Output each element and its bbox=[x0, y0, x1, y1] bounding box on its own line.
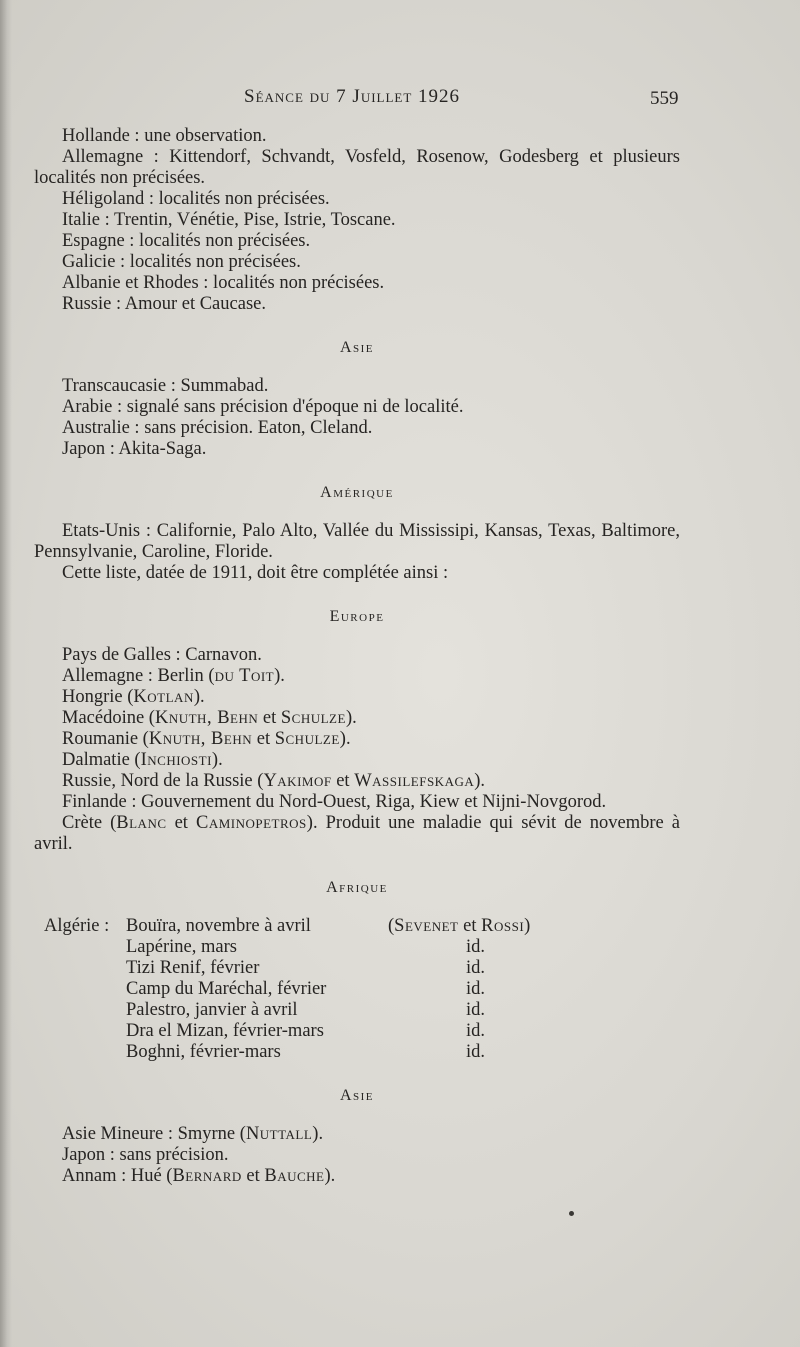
table-row bbox=[44, 1042, 656, 1063]
author-name: Inchiosti bbox=[140, 750, 212, 770]
page-body bbox=[34, 126, 680, 1187]
author-name: Schulze bbox=[280, 708, 346, 728]
author-name: Bauche bbox=[264, 1166, 325, 1186]
country-cell bbox=[44, 1042, 126, 1063]
entry-suffix: ). bbox=[274, 666, 285, 686]
ink-speck bbox=[569, 1211, 574, 1216]
list-item-galles: Pays de Galles : Carnavon. bbox=[62, 645, 262, 665]
list-item-finlande: Finlande : Gouvernement du Nord-Ouest, Riga, Kiew et Nijni-Novgorod. bbox=[62, 792, 607, 812]
entry-suffix: ). bbox=[339, 729, 351, 749]
country-cell bbox=[44, 1000, 126, 1021]
author-name: Yakimof bbox=[263, 771, 332, 791]
reference-cell: id. bbox=[466, 1042, 486, 1062]
place-cell: Palestro, janvier à avril bbox=[126, 1000, 298, 1020]
table-row bbox=[44, 958, 656, 979]
reference-cell: id. bbox=[466, 1021, 486, 1041]
entry-suffix: ). bbox=[211, 750, 223, 770]
place-cell: Dra el Mizan, février-mars bbox=[126, 1021, 324, 1041]
afrique-table bbox=[44, 916, 656, 1063]
list-note: Cette liste, datée de 1911, doit être complétée ainsi : bbox=[62, 563, 449, 583]
entry-and: et bbox=[166, 813, 196, 833]
reference-cell: id. bbox=[466, 958, 486, 978]
ref-close: ) bbox=[524, 916, 531, 936]
list-item-asie-mineure bbox=[34, 1124, 680, 1145]
entry-prefix: Annam : Hué ( bbox=[62, 1166, 173, 1186]
table-row bbox=[44, 979, 656, 1000]
table-row bbox=[44, 1021, 656, 1042]
country-cell: Algérie : bbox=[44, 916, 110, 936]
reference-cell: id. bbox=[466, 979, 486, 999]
list-item-hollande: Hollande : une observation. bbox=[62, 126, 267, 146]
list-item-roumanie bbox=[34, 729, 680, 750]
list-item-russie-nord bbox=[34, 771, 680, 792]
entry-suffix: ). bbox=[345, 708, 357, 728]
list-item-espagne: Espagne : localités non précisées. bbox=[62, 231, 311, 251]
list-item-dalmatie bbox=[34, 750, 680, 771]
list-item-allemagne-berlin bbox=[34, 666, 680, 687]
author-name: Wassilefskaga bbox=[354, 771, 475, 791]
list-item-albanie: Albanie et Rhodes : localités non précisées. bbox=[62, 273, 385, 293]
entry-prefix: Dalmatie ( bbox=[62, 750, 141, 770]
list-item-annam bbox=[34, 1166, 680, 1187]
list-item-australie: Australie : sans précision. Eaton, Cleland. bbox=[62, 418, 373, 438]
table-row bbox=[44, 937, 656, 958]
reference-cell: id. bbox=[466, 1000, 486, 1020]
entry-and: et bbox=[258, 708, 281, 728]
entry-and: et bbox=[331, 771, 355, 791]
country-cell bbox=[44, 1021, 126, 1042]
list-item-transcaucasie: Transcaucasie : Summabad. bbox=[62, 376, 269, 396]
section-heading-asie: Asie bbox=[339, 339, 375, 356]
section-heading-europe: Europe bbox=[329, 608, 385, 625]
entry-and: et bbox=[241, 1166, 265, 1186]
page-gutter-shadow bbox=[0, 0, 12, 1347]
list-item-galicie: Galicie : localités non précisées. bbox=[62, 252, 301, 272]
place-cell: Lapérine, mars bbox=[126, 937, 237, 957]
author-name: Schulze bbox=[274, 729, 340, 749]
section-heading-afrique: Afrique bbox=[326, 879, 388, 896]
author-name: Bernard bbox=[172, 1166, 242, 1186]
list-item-japon-2: Japon : sans précision. bbox=[62, 1145, 229, 1165]
entry-prefix: Asie Mineure : Smyrne ( bbox=[62, 1124, 246, 1144]
entry-and: et bbox=[458, 916, 482, 936]
place-cell: Camp du Maréchal, février bbox=[126, 979, 327, 999]
list-item-hongrie bbox=[34, 687, 680, 708]
entry-prefix: Allemagne : Berlin ( bbox=[62, 666, 215, 686]
author-name: Nuttall bbox=[245, 1124, 313, 1144]
ref-open: ( bbox=[388, 916, 395, 936]
entry-and: et bbox=[252, 729, 275, 749]
section-heading-asie-2: Asie bbox=[339, 1087, 375, 1104]
entry-prefix: Roumanie ( bbox=[62, 729, 149, 749]
section-heading-amerique: Amérique bbox=[320, 484, 394, 501]
author-name: Sevenet bbox=[394, 916, 459, 936]
place-cell: Boghni, février-mars bbox=[126, 1042, 281, 1062]
list-item-russie: Russie : Amour et Caucase. bbox=[62, 294, 266, 314]
entry-suffix: ). Produit une maladie qui sévit de novembre à avril. bbox=[34, 813, 680, 854]
entry-prefix: Hongrie ( bbox=[62, 687, 134, 707]
list-item-macedoine bbox=[34, 708, 680, 729]
table-row bbox=[44, 916, 656, 937]
entry-suffix: ). bbox=[324, 1166, 336, 1186]
list-item-japon: Japon : Akita-Saga. bbox=[62, 439, 207, 459]
country-cell bbox=[44, 958, 126, 979]
author-name: Kotlan bbox=[133, 687, 194, 707]
author-name: Knuth, Behn bbox=[154, 708, 259, 728]
list-item-etats-unis: Etats-Unis : Californie, Palo Alto, Vallée du Mississipi, Kansas, Texas, Baltimore, Pennsylvanie, Caroline, Floride. bbox=[34, 521, 680, 562]
running-title: Séance du 7 Juillet 1926 bbox=[244, 86, 461, 107]
entry-prefix: Russie, Nord de la Russie ( bbox=[62, 771, 264, 791]
country-cell bbox=[44, 937, 126, 958]
reference-cell bbox=[388, 916, 656, 937]
reference-cell: id. bbox=[466, 937, 486, 957]
author-name: Rossi bbox=[481, 916, 525, 936]
page-number: 559 bbox=[650, 88, 679, 109]
place-cell: Tizi Renif, février bbox=[126, 958, 260, 978]
list-item-crete bbox=[34, 813, 680, 855]
page-header bbox=[0, 86, 800, 114]
entry-suffix: ). bbox=[474, 771, 486, 791]
country-cell bbox=[44, 979, 126, 1000]
table-row bbox=[44, 1000, 656, 1021]
list-item-arabie: Arabie : signalé sans précision d'époque ni de localité. bbox=[62, 397, 464, 417]
author-name: du Toit bbox=[214, 666, 275, 686]
entry-suffix: ). bbox=[312, 1124, 324, 1144]
author-name: Caminopetros bbox=[195, 813, 307, 833]
entry-prefix: Macédoine ( bbox=[62, 708, 155, 728]
entry-prefix: Crète ( bbox=[62, 813, 117, 833]
author-name: Knuth, Behn bbox=[148, 729, 253, 749]
list-item-heligoland: Héligoland : localités non précisées. bbox=[62, 189, 330, 209]
list-item-allemagne: Allemagne : Kittendorf, Schvandt, Vosfeld, Rosenow, Godesberg et plusieurs localités non précisées. bbox=[34, 147, 680, 188]
list-item-italie: Italie : Trentin, Vénétie, Pise, Istrie, Toscane. bbox=[62, 210, 396, 230]
entry-suffix: ). bbox=[193, 687, 205, 707]
author-name: Blanc bbox=[116, 813, 167, 833]
place-cell: Bouïra, novembre à avril bbox=[126, 916, 311, 936]
